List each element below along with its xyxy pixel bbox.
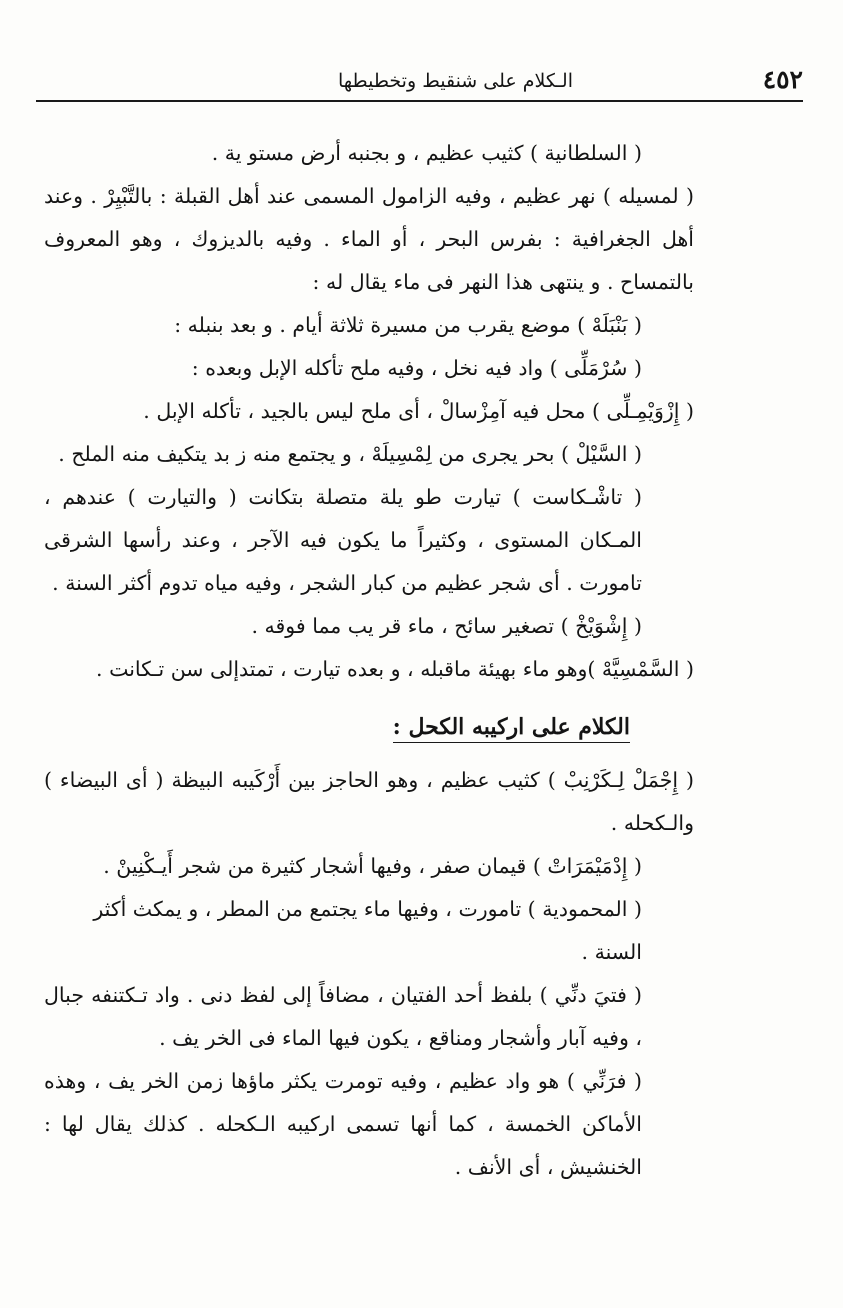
paragraph-faranni: ( فرَنِّي ) هو واد عظيم ، وفيه تومرت يكثر ماؤها زمن الخر يف ، وهذه الأماكن الخمسة ، كما أنها تسمى اركيبه الـكحله . كذلك يقال لها : الخنشيش ، أى الأنف .	[44, 1069, 642, 1179]
section-heading-text: الكلام على اركيبه الكحل :	[393, 714, 630, 743]
paragraph-banbala: ( بَنْبَلَهْ ) موضع يقرب من مسيرة ثلاثة أيام . و بعد بنبله :	[174, 313, 642, 337]
page-header	[36, 62, 803, 102]
paragraph-mahmudiya: ( المحمودية ) تامورت ، وفيها ماء يجتمع من المطر ، و يمكث أكثر السنة .	[93, 897, 642, 964]
paragraph-sultaniya: ( السلطانية ) كثيب عظيم ، و بجنبه أرض مستو ية .	[211, 141, 642, 165]
running-title: الـكلام على شنقيط وتخطيطها	[337, 70, 573, 92]
section-heading	[44, 705, 700, 749]
paragraph-idmaymarat: ( إِدْمَيْمَرَاتْ ) قيمان صفر ، وفيها أشجار كثيرة من شجر أَيـكْنِينْ .	[103, 854, 642, 878]
header-rule	[36, 100, 803, 102]
paragraph-surmalli: ( سُرْمَلِّى ) واد فيه نخل ، وفيه ملح تأكله الإبل وبعده :	[191, 356, 642, 380]
paragraph-ishwaykh: ( إِشْوَيْخْ ) تصغير سائح ، ماء قر يب مما فوقه .	[251, 614, 642, 638]
page-body	[44, 132, 700, 1189]
paragraph-tashkast: ( تاشْـكاست ) تيارت طو يلة متصلة بتكانت ( والتيارت ) عندهم ، المـكان المستوى ، وكثيراً ما يكون فيه الآجر ، وعند رأسها الشرقى تامورت . أى شجر عظيم من كبار الشجر ، وفيه مياه تدوم أكثر السنة .	[44, 485, 642, 595]
paragraph-lamsila: ( لمسيله ) نهر عظيم ، وفيه الزامول المسمى عند أهل القبلة : بالتَّبْيِرْ . وعند أهل الجغرافية : بفرس البحر ، أو الماء . وفيه بالديزوك ، وهو المعروف بالتمساح . و ينتهى هذا النهر فى ماء يقال له :	[44, 184, 694, 294]
paragraph-izwaymilli: ( إِزْوَيْمِـلِّى ) محل فيه آمِزْسالْ ، أى ملح ليس بالجيد ، تأكله الإبل .	[143, 399, 694, 423]
paragraph-fata-danni: ( فتيَ دنِّي ) بلفظ أحد الفتيان ، مضافاً إلى لفظ دنى . واد تـكتنفه جبال ، وفيه آبار وأشجار ومناقع ، يكون فيها الماء فى الخر يف .	[44, 983, 642, 1050]
page-number: ٤٥٢	[762, 65, 803, 94]
paragraph-samsiyya: ( السَّمْسِيَّهْ )وهو ماء بهيئة ماقبله ، و بعده تيارت ، تمتدإلى سن تـكانت .	[96, 657, 694, 681]
paragraph-sayl: ( السَّيْلْ ) بحر يجرى من لِمْسِيلَهْ ، و يجتمع منه ز بد يتكيف منه الملح .	[58, 442, 642, 466]
paragraph-ijmal-likarnib: ( إِجْمَلْ لِـكَرْنِبْ ) كثيب عظيم ، وهو الحاجز بين أَرْكَيبه البيظة ( أى البيضاء ) والـكحله .	[44, 768, 694, 835]
